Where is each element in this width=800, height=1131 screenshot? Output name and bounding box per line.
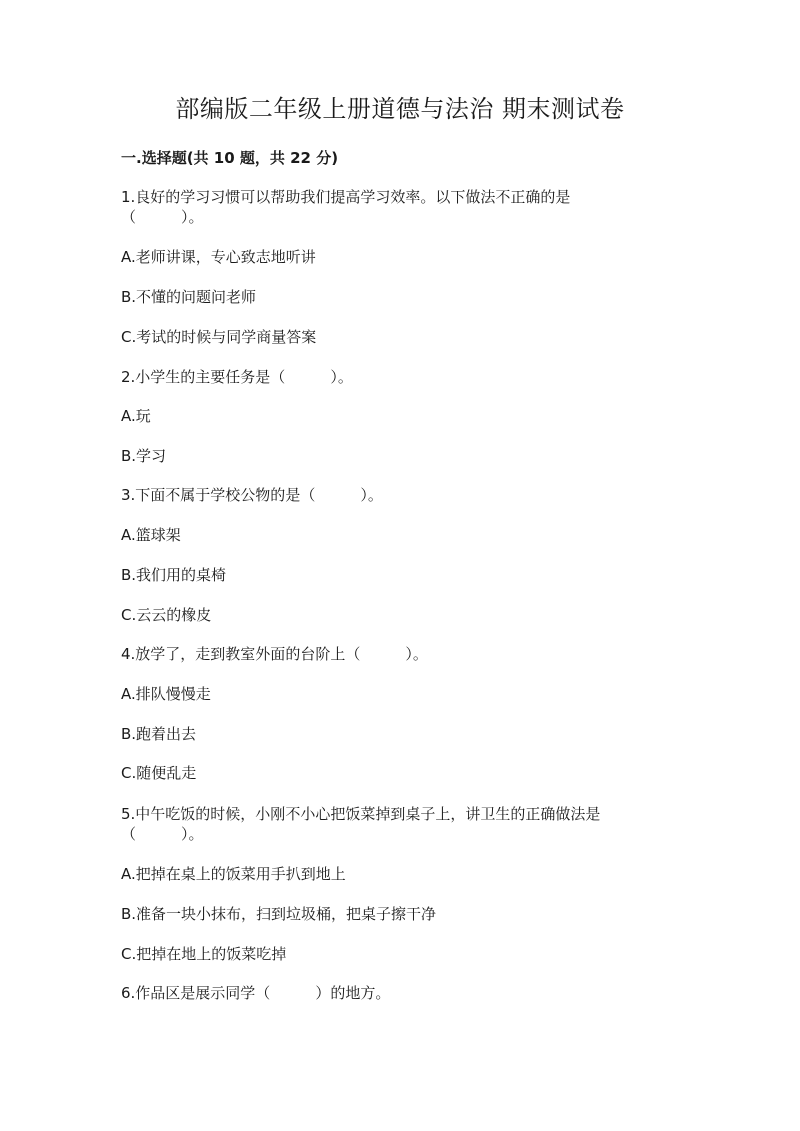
question-1-option-c: C.考试的时候与同学商量答案 — [121, 328, 317, 346]
question-2-option-a: A.玩 — [121, 407, 151, 425]
question-3-option-a: A.篮球架 — [121, 526, 181, 544]
question-1-stem-line2: （ ）。 — [121, 208, 204, 226]
question-4-option-c: C.随便乱走 — [121, 764, 197, 782]
question-1-stem-line1: 1.良好的学习习惯可以帮助我们提高学习效率。以下做法不正确的是 — [121, 188, 571, 206]
section-heading: 一.选择题(共 10 题，共 22 分) — [121, 149, 339, 167]
question-1-option-b: B.不懂的问题问老师 — [121, 288, 257, 306]
question-5-stem — [121, 804, 600, 824]
question-5-option-c: C.把掉在地上的饭菜吃掉 — [121, 945, 287, 963]
question-5-stem-line1: 5.中午吃饭的时候，小刚不小心把饭菜掉到桌子上，讲卫生的正确做法是 — [121, 805, 601, 823]
question-4-option-b: B.跑着出去 — [121, 725, 197, 743]
question-6-stem: 6.作品区是展示同学（ ）的地方。 — [121, 984, 391, 1002]
question-1-stem — [121, 187, 570, 207]
page-title: 部编版二年级上册道德与法治 期末测试卷 — [175, 95, 625, 123]
question-3-option-c: C.云云的橡皮 — [121, 606, 212, 624]
question-3-option-b: B.我们用的桌椅 — [121, 566, 227, 584]
question-2-option-b: B.学习 — [121, 447, 167, 465]
question-1-stem-cont — [121, 207, 204, 227]
question-4-stem: 4.放学了，走到教室外面的台阶上（ ）。 — [121, 645, 428, 663]
question-5-option-b: B.准备一块小抹布，扫到垃圾桶，把桌子擦干净 — [121, 905, 437, 923]
question-1-option-a: A.老师讲课，专心致志地听讲 — [121, 248, 316, 266]
question-5-stem-line2: （ ）。 — [121, 825, 204, 843]
question-2-stem: 2.小学生的主要任务是（ ）。 — [121, 368, 353, 386]
question-4-option-a: A.排队慢慢走 — [121, 685, 211, 703]
question-5-option-a: A.把掉在桌上的饭菜用手扒到地上 — [121, 865, 346, 883]
question-3-stem: 3.下面不属于学校公物的是（ ）。 — [121, 486, 383, 504]
question-5-stem-cont — [121, 824, 204, 844]
